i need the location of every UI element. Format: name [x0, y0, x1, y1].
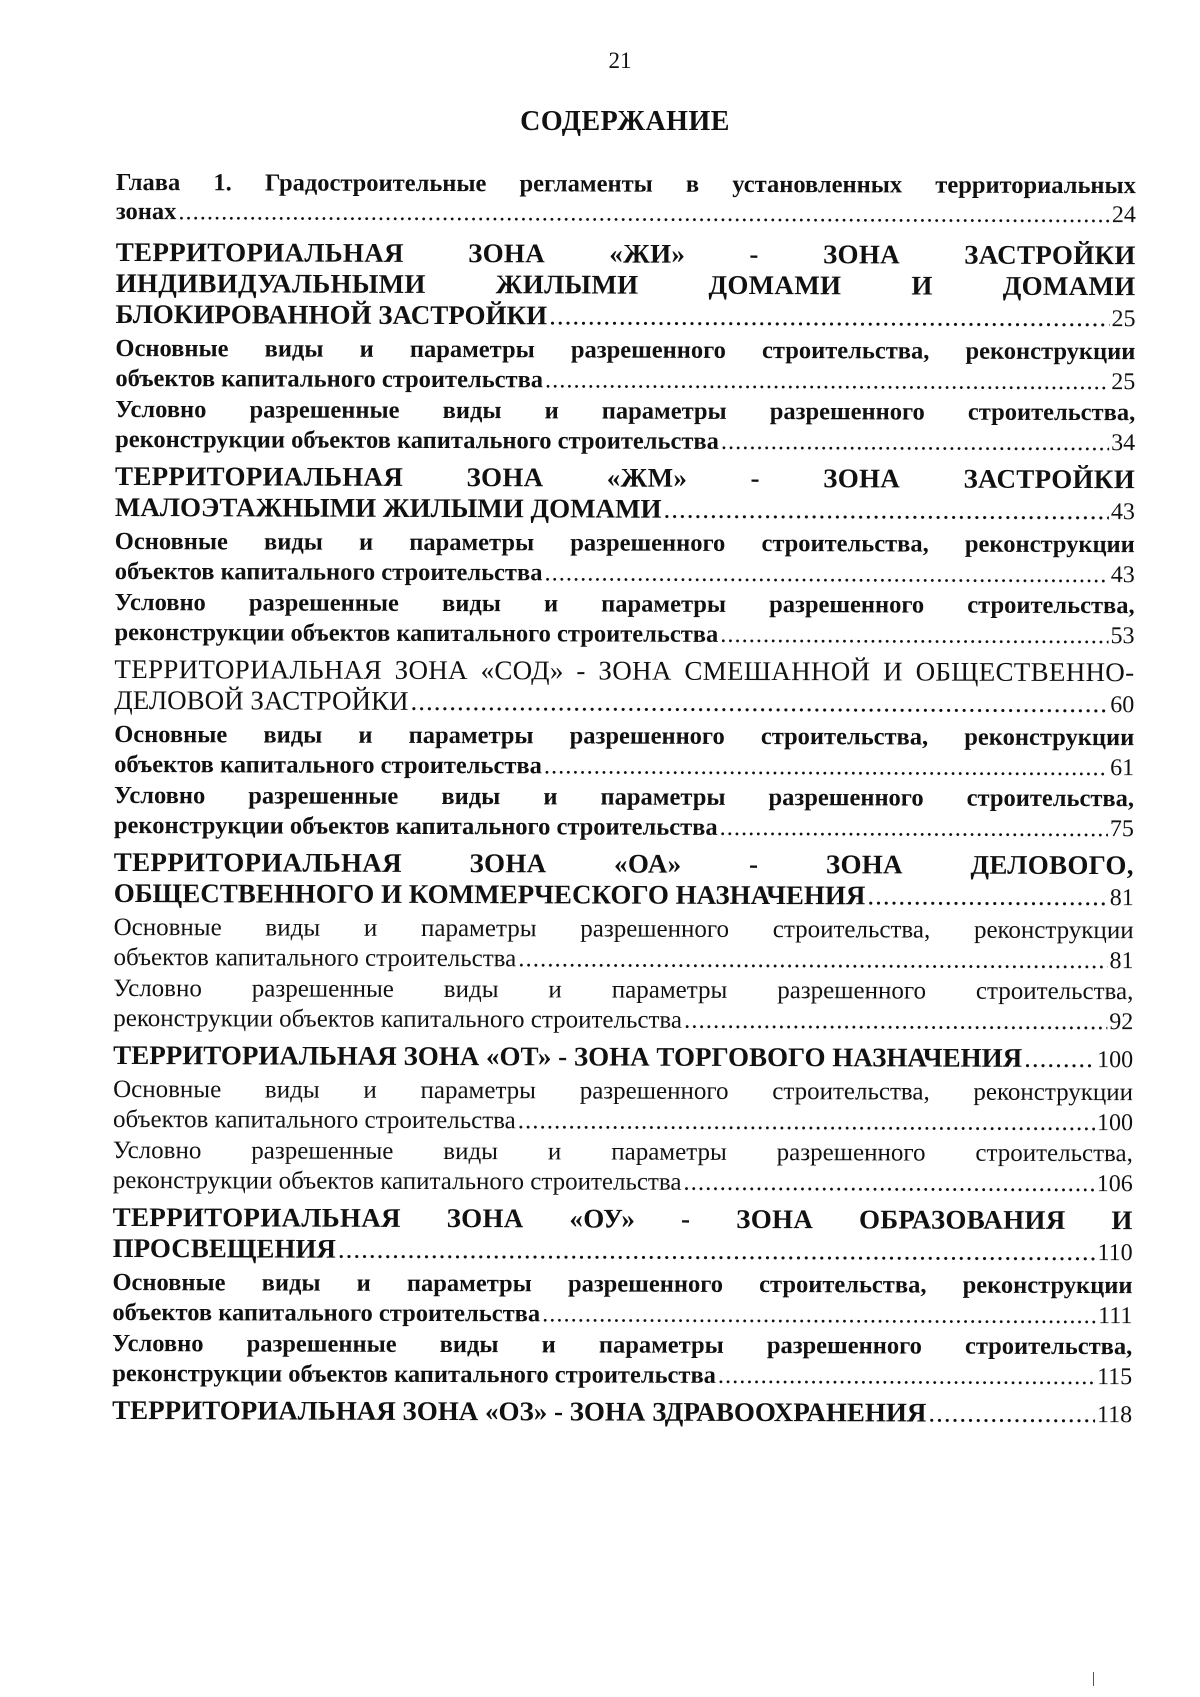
toc-page-number: 100 — [1097, 1047, 1134, 1074]
toc-entry-tail: реконструкции объектов капитального строительства — [112, 1359, 717, 1389]
toc-page-number: 25 — [1111, 369, 1136, 396]
toc-entry-tail: ПРОСВЕЩЕНИЯ — [112, 1232, 336, 1264]
toc-page-number: 81 — [1109, 948, 1134, 975]
toc-page-number: 115 — [1097, 1364, 1133, 1391]
toc-page-number: 24 — [1111, 202, 1136, 229]
toc-page-number: 92 — [1109, 1009, 1134, 1036]
toc-entry-tail: объектов капитального строительства — [112, 1105, 516, 1135]
toc-entry-text: ТЕРРИТОРИАЛЬНАЯ ЗОНА «ОУ» - ЗОНА ОБРАЗОВАНИЯ И — [112, 1201, 1133, 1236]
toc-entry-text: Основные виды и параметры разрешенного строительства, реконструкции — [115, 334, 1136, 366]
dot-leader — [720, 813, 1108, 844]
toc-entry-text: ТЕРРИТОРИАЛЬНАЯ ЗОНА «ЖМ» - ЗОНА ЗАСТРОЙКИ — [114, 460, 1136, 495]
toc-entry-tail: реконструкции объектов капитального строительства — [113, 1004, 683, 1034]
toc-entry-line — [115, 557, 1135, 590]
toc-entry-line — [113, 1166, 1133, 1199]
dot-leader — [721, 427, 1109, 458]
toc-entry-line — [116, 197, 1136, 230]
toc-page-number: 53 — [1110, 623, 1135, 650]
dot-leader — [338, 1234, 1096, 1267]
dot-leader — [684, 1006, 1107, 1037]
toc-page-number: 118 — [1096, 1402, 1133, 1429]
toc-entry-line — [115, 425, 1135, 458]
dot-leader — [544, 751, 1108, 783]
toc-entry-tail: зонах — [115, 197, 177, 226]
toc-entry-line — [114, 618, 1134, 651]
toc-page-number: 110 — [1097, 1240, 1133, 1267]
toc-entry-text: Основные виды и параметры разрешенного строительства, реконструкции — [113, 913, 1134, 945]
toc-entry-text: Условно разрешенные виды и параметры разрешенного строительства, — [112, 1136, 1133, 1168]
dot-leader — [518, 1106, 1095, 1138]
toc-page-number: 43 — [1110, 562, 1135, 589]
dot-leader — [178, 197, 1110, 229]
toc-entry-text: ТЕРРИТОРИАЛЬНАЯ ЗОНА «СОД» - ЗОНА СМЕШАННОЙ И ОБЩЕСТВЕННО- — [114, 653, 1135, 688]
toc-entry-tail: ТЕРРИТОРИАЛЬНАЯ ЗОНА «ОТ» - ЗОНА ТОРГОВОГО НАЗНАЧЕНИЯ — [113, 1039, 1023, 1073]
toc-page-number: 111 — [1098, 1303, 1133, 1330]
toc-entry-text: ТЕРРИТОРИАЛЬНАЯ ЗОНА «ОА» - ЗОНА ДЕЛОВОГО, — [113, 846, 1134, 881]
toc-entry — [114, 781, 1134, 844]
toc-entry-line — [114, 878, 1134, 914]
toc-entry-line — [113, 943, 1133, 976]
dot-leader — [718, 1361, 1095, 1392]
toc-entry — [112, 1395, 1132, 1431]
toc-page-number: 75 — [1109, 816, 1134, 843]
toc-entry-line — [113, 1105, 1133, 1138]
toc-entry — [112, 1329, 1132, 1392]
scan-mark — [1093, 1672, 1094, 1686]
toc-entry-line — [114, 811, 1134, 844]
dot-leader — [720, 620, 1108, 651]
toc-entry — [115, 461, 1135, 528]
toc-entry-tail: МАЛОЭТАЖНЫМИ ЖИЛЫМИ ДОМАМИ — [114, 491, 662, 524]
toc-entry-tail: реконструкции объектов капитального строительства — [115, 425, 719, 455]
toc-page-number: 100 — [1096, 1110, 1134, 1137]
toc-entry-tail: объектов капитального строительства — [115, 364, 544, 394]
toc-entry-text: ТЕРРИТОРИАЛЬНАЯ ЗОНА «ЖИ» - ЗОНА ЗАСТРОЙКИ ИНДИВИДУАЛЬНЫМИ ЖИЛЫМИ ДОМАМИ И ДОМАМИ — [115, 236, 1136, 302]
toc-page-number: 43 — [1110, 499, 1135, 526]
table-of-contents — [112, 168, 1136, 1433]
toc-entry-line — [113, 1004, 1133, 1037]
toc-entry-text: Условно разрешенные виды и параметры разрешенного строительства, — [115, 395, 1136, 427]
toc-entry — [113, 1040, 1133, 1076]
toc-entry — [115, 527, 1135, 590]
toc-entry-tail: реконструкции объектов капитального строительства — [112, 1166, 682, 1196]
dot-leader — [549, 300, 1109, 333]
dot-leader — [1024, 1043, 1095, 1074]
toc-entry — [114, 588, 1134, 651]
toc-entry-tail: реконструкции объектов капитального строительства — [114, 618, 719, 648]
toc-page-number: 81 — [1109, 885, 1134, 912]
toc-entry-line — [114, 685, 1134, 721]
dot-leader — [683, 1168, 1094, 1199]
dot-leader — [545, 365, 1109, 397]
toc-page-number: 34 — [1111, 430, 1136, 457]
toc-entry — [115, 395, 1135, 458]
dot-leader — [664, 494, 1109, 526]
toc-entry-tail: объектов капитального строительства — [112, 1298, 541, 1328]
toc-entry — [113, 974, 1133, 1037]
toc-entry-line — [112, 1395, 1132, 1431]
dot-leader — [518, 944, 1107, 976]
toc-entry-text: Основные виды и параметры разрешенного строительства, реконструкции — [112, 1268, 1133, 1300]
dot-leader — [867, 880, 1107, 912]
page-title: СОДЕРЖАНИЕ — [520, 106, 730, 137]
toc-entry-tail: реконструкции объектов капитального строительства — [113, 811, 718, 841]
toc-entry-line — [115, 299, 1135, 335]
toc-entry-line — [112, 1359, 1132, 1392]
toc-entry — [116, 168, 1136, 230]
dot-leader — [928, 1398, 1095, 1430]
toc-page-number: 106 — [1096, 1171, 1133, 1198]
toc-entry-line — [113, 1233, 1133, 1269]
dot-leader — [542, 1299, 1096, 1331]
toc-entry — [112, 1268, 1132, 1331]
toc-entry-tail: ТЕРРИТОРИАЛЬНАЯ ЗОНА «ОЗ» - ЗОНА ЗДРАВООХРАНЕНИЯ — [112, 1394, 927, 1428]
toc-entry-tail: объектов капитального строительства — [114, 557, 543, 587]
toc-entry-tail: объектов капитального строительства — [114, 750, 542, 780]
dot-leader — [410, 686, 1108, 719]
toc-entry-text: Основные виды и параметры разрешенного строительства, реконструкции — [113, 1075, 1134, 1107]
toc-entry-line — [115, 492, 1135, 528]
toc-entry-text: Условно разрешенные виды и параметры разрешенного строительства, — [113, 974, 1134, 1006]
toc-entry-tail: БЛОКИРОВАННОЙ ЗАСТРОЙКИ — [115, 298, 548, 331]
toc-page-number: 60 — [1110, 692, 1135, 719]
toc-entry-text: Условно разрешенные виды и параметры разрешенного строительства, — [114, 588, 1135, 620]
toc-entry-line — [115, 364, 1135, 397]
toc-page-number: 25 — [1111, 306, 1136, 333]
toc-entry — [113, 1202, 1133, 1269]
toc-entry-tail: ДЕЛОВОЙ ЗАСТРОЙКИ — [114, 684, 409, 716]
toc-entry — [114, 720, 1134, 783]
toc-entry-tail: ОБЩЕСТВЕННОГО И КОММЕРЧЕСКОГО НАЗНАЧЕНИЯ — [113, 877, 866, 911]
toc-entry-line — [112, 1298, 1132, 1331]
toc-entry — [114, 654, 1134, 721]
page-number: 21 — [608, 48, 632, 73]
toc-entry-text: Глава 1. Градостроительные регламенты в установленных территориальных — [115, 169, 1136, 200]
toc-entry — [113, 913, 1133, 976]
toc-entry — [113, 1136, 1133, 1199]
toc-entry-text: Основные виды и параметры разрешенного строительства, реконструкции — [114, 720, 1135, 752]
toc-entry — [113, 1075, 1133, 1138]
toc-entry — [114, 847, 1134, 914]
toc-entry — [115, 237, 1135, 335]
toc-entry-line — [114, 750, 1134, 783]
toc-entry-tail: объектов капитального строительства — [113, 943, 517, 973]
toc-entry-text: Условно разрешенные виды и параметры разрешенного строительства, — [112, 1329, 1133, 1361]
toc-entry-text: Условно разрешенные виды и параметры разрешенного строительства, — [113, 781, 1135, 813]
toc-entry-text: Основные виды и параметры разрешенного строительства, реконструкции — [114, 527, 1135, 559]
toc-page-number: 61 — [1110, 755, 1135, 782]
toc-entry — [115, 334, 1135, 397]
dot-leader — [544, 558, 1108, 590]
toc-entry-line — [113, 1040, 1133, 1076]
